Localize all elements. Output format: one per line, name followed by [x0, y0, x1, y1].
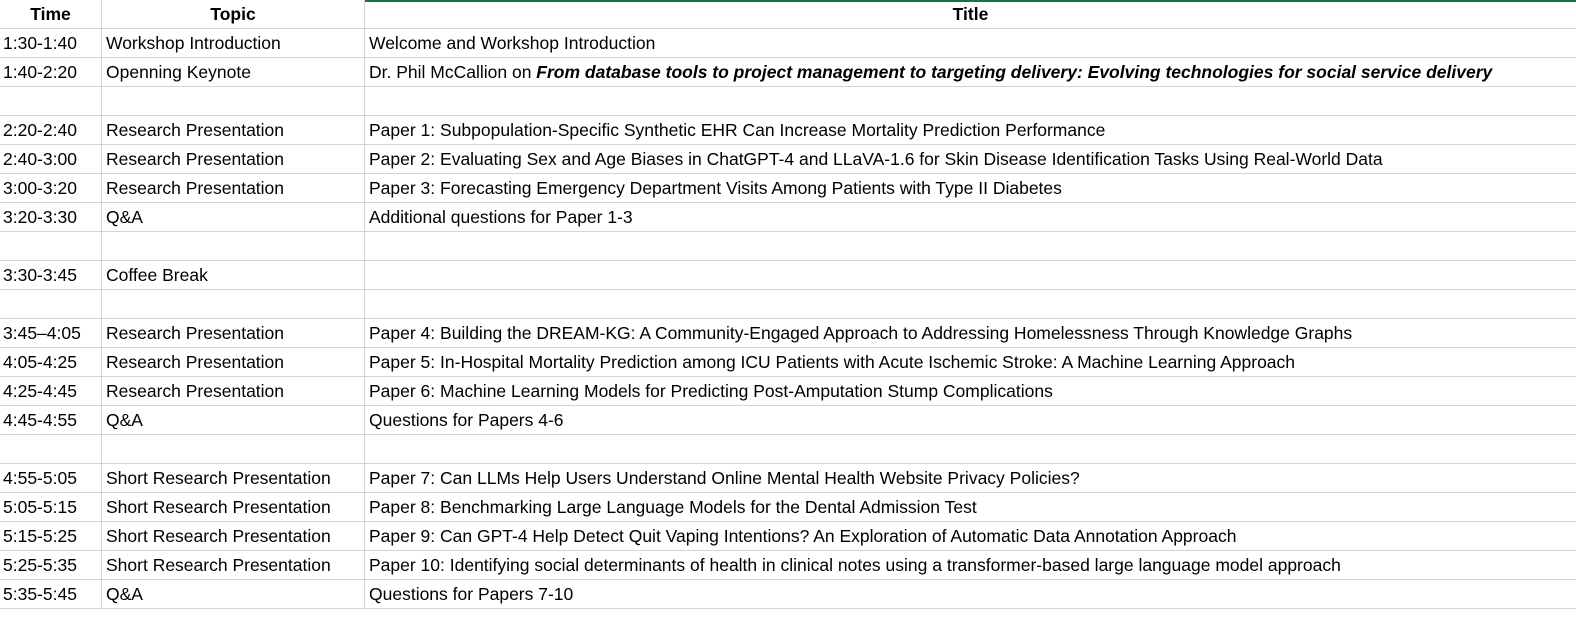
cell-title[interactable]: Paper 8: Benchmarking Large Language Models for the Dental Admission Test: [365, 493, 1576, 522]
cell-title[interactable]: Questions for Papers 7-10: [365, 580, 1576, 609]
cell-topic[interactable]: Research Presentation: [102, 377, 365, 406]
cell-time[interactable]: [0, 435, 102, 464]
cell-title[interactable]: Paper 2: Evaluating Sex and Age Biases in ChatGPT-4 and LLaVA-1.6 for Skin Disease Identification Tasks Using Real-World Data: [365, 145, 1576, 174]
cell-title[interactable]: Paper 4: Building the DREAM-KG: A Community-Engaged Approach to Addressing Homelessness Through Knowledge Graphs: [365, 319, 1576, 348]
cell-time[interactable]: [0, 232, 102, 261]
cell-title[interactable]: Paper 6: Machine Learning Models for Predicting Post-Amputation Stump Complications: [365, 377, 1576, 406]
cell-topic[interactable]: Short Research Presentation: [102, 551, 365, 580]
cell-title[interactable]: Paper 10: Identifying social determinants of health in clinical notes using a transformer-based large language model approach: [365, 551, 1576, 580]
cell-title[interactable]: Paper 5: In-Hospital Mortality Prediction among ICU Patients with Acute Ischemic Stroke: A Machine Learning Approach: [365, 348, 1576, 377]
cell-title[interactable]: [365, 290, 1576, 319]
cell-time[interactable]: 3:30-3:45: [0, 261, 102, 290]
cell-time[interactable]: 1:30-1:40: [0, 29, 102, 58]
cell-time[interactable]: [0, 290, 102, 319]
cell-topic[interactable]: Short Research Presentation: [102, 522, 365, 551]
cell-time[interactable]: 4:45-4:55: [0, 406, 102, 435]
cell-title[interactable]: [365, 232, 1576, 261]
cell-topic[interactable]: Research Presentation: [102, 145, 365, 174]
cell-title[interactable]: [365, 435, 1576, 464]
header-topic[interactable]: Topic: [102, 0, 365, 29]
cell-title[interactable]: Paper 3: Forecasting Emergency Department Visits Among Patients with Type II Diabetes: [365, 174, 1576, 203]
cell-time[interactable]: 2:40-3:00: [0, 145, 102, 174]
cell-title[interactable]: Paper 7: Can LLMs Help Users Understand Online Mental Health Website Privacy Policies?: [365, 464, 1576, 493]
cell-time[interactable]: 5:15-5:25: [0, 522, 102, 551]
cell-title[interactable]: Additional questions for Paper 1-3: [365, 203, 1576, 232]
cell-topic[interactable]: Coffee Break: [102, 261, 365, 290]
column-selection-accent: [365, 0, 1576, 2]
cell-title[interactable]: Paper 1: Subpopulation-Specific Synthetic EHR Can Increase Mortality Prediction Performance: [365, 116, 1576, 145]
cell-time[interactable]: 3:20-3:30: [0, 203, 102, 232]
cell-title[interactable]: [365, 58, 1576, 87]
cell-time[interactable]: 4:25-4:45: [0, 377, 102, 406]
cell-title[interactable]: [365, 261, 1576, 290]
cell-topic[interactable]: Short Research Presentation: [102, 493, 365, 522]
cell-title[interactable]: [365, 87, 1576, 116]
cell-topic[interactable]: [102, 435, 365, 464]
cell-topic[interactable]: Research Presentation: [102, 319, 365, 348]
cell-time[interactable]: 5:05-5:15: [0, 493, 102, 522]
cell-topic[interactable]: Research Presentation: [102, 116, 365, 145]
header-title[interactable]: Title: [365, 0, 1576, 29]
cell-topic[interactable]: [102, 232, 365, 261]
cell-topic[interactable]: Research Presentation: [102, 348, 365, 377]
cell-topic[interactable]: Q&A: [102, 203, 365, 232]
cell-time[interactable]: [0, 87, 102, 116]
cell-time[interactable]: 3:45–4:05: [0, 319, 102, 348]
cell-topic[interactable]: Openning Keynote: [102, 58, 365, 87]
cell-time[interactable]: 4:05-4:25: [0, 348, 102, 377]
cell-time[interactable]: 3:00-3:20: [0, 174, 102, 203]
cell-time[interactable]: 2:20-2:40: [0, 116, 102, 145]
cell-topic[interactable]: Workshop Introduction: [102, 29, 365, 58]
cell-time[interactable]: 1:40-2:20: [0, 58, 102, 87]
cell-topic[interactable]: [102, 87, 365, 116]
cell-topic[interactable]: [102, 290, 365, 319]
cell-title[interactable]: Welcome and Workshop Introduction: [365, 29, 1576, 58]
cell-topic[interactable]: Q&A: [102, 580, 365, 609]
cell-topic[interactable]: Q&A: [102, 406, 365, 435]
keynote-title-emphasis: From database tools to project management to targeting delivery: Evolving technologies for social service delivery: [536, 62, 1493, 82]
cell-topic[interactable]: Research Presentation: [102, 174, 365, 203]
cell-time[interactable]: 5:25-5:35: [0, 551, 102, 580]
title-text: Dr. Phil McCallion on: [369, 62, 537, 82]
cell-time[interactable]: 4:55-5:05: [0, 464, 102, 493]
cell-topic[interactable]: Short Research Presentation: [102, 464, 365, 493]
header-time[interactable]: Time: [0, 0, 102, 29]
cell-title[interactable]: Paper 9: Can GPT-4 Help Detect Quit Vaping Intentions? An Exploration of Automatic Data Annotation Approach: [365, 522, 1576, 551]
cell-time[interactable]: 5:35-5:45: [0, 580, 102, 609]
cell-title[interactable]: Questions for Papers 4-6: [365, 406, 1576, 435]
